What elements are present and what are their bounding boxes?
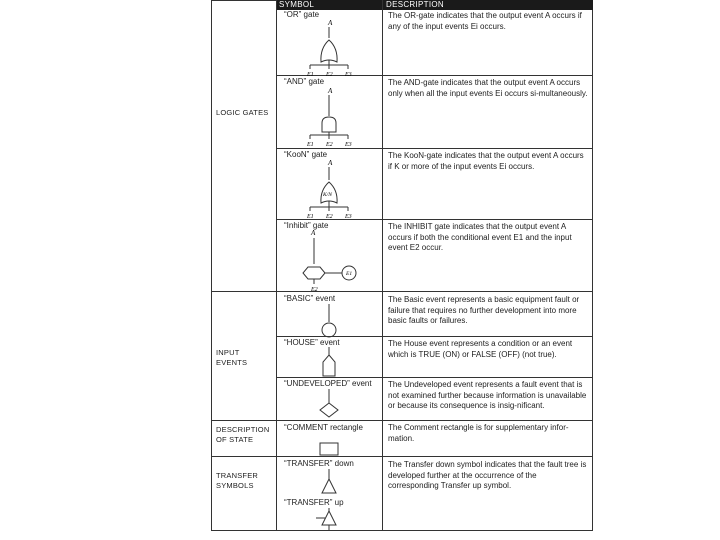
column-divider-symbol <box>382 0 383 531</box>
and-output-label: A <box>328 87 333 95</box>
column-divider-category <box>276 0 277 531</box>
house-event-description: The House event represents a condition or an event which is TRUE (ON) or FALSE (OFF) (not true). <box>388 339 573 359</box>
transfer-down-description: The Transfer down symbol indicates that the fault tree is developed further at the occurrence of the corresponding Transfer up symbol. <box>388 460 587 490</box>
koon-kn-label: K/N <box>323 192 332 198</box>
undeveloped-event-description: The Undeveloped event represents a fault event that is not examined further because information is unavailable or because its consequence is insig-nificant. <box>388 380 587 410</box>
house-event-label: “HOUSE” event <box>284 338 340 347</box>
comment-rectangle <box>320 443 338 455</box>
basic-event-symbol <box>296 304 366 336</box>
inhibit-gate-description: The INHIBIT gate indicates that the output event A occurs if both the conditional event E1 and the input event E2 occur. <box>388 222 572 252</box>
header-description: DESCRIPTION <box>383 0 593 10</box>
row-divider <box>276 377 593 378</box>
koon-output-label: A <box>328 159 333 167</box>
koon-gate-symbol <box>296 158 366 218</box>
category-transfer-symbols-line2: SYMBOLS <box>216 481 254 490</box>
or-output-label: A <box>328 19 333 27</box>
row-divider <box>276 219 593 220</box>
inhibit-input-label: E2 <box>311 287 318 293</box>
and-gate-label: “AND” gate <box>284 77 325 86</box>
inhibit-output-label: A <box>311 229 316 237</box>
and-gate-description: The AND-gate indicates that the output event A occurs only when all the input events Ei occurs si-multaneously. <box>388 78 588 98</box>
undeveloped-diamond <box>320 403 338 417</box>
koon-input-2: E2 <box>326 214 333 220</box>
koon-input-1: E1 <box>307 214 314 220</box>
inhibit-gate-label: “Inhibit” gate <box>284 221 329 230</box>
category-description-of-state-line1: DESCRIPTION <box>216 425 270 434</box>
basic-event-description: The Basic event represents a basic equipment fault or failure that requires no further development into more basic faults or failures. <box>388 295 580 325</box>
and-input-2: E2 <box>326 142 333 148</box>
or-input-3: E3 <box>345 72 352 78</box>
transfer-down-label: “TRANSFER” down <box>284 459 354 468</box>
inhibit-gate-shape <box>303 267 325 279</box>
category-input-events-line2: EVENTS <box>216 358 248 367</box>
house-event-symbol <box>296 347 366 377</box>
comment-rectangle-label: “COMMENT rectangle <box>284 423 363 432</box>
or-input-1: E1 <box>307 72 314 78</box>
or-gate-description: The OR-gate indicates that the output event A occurs if any of the input events Ei occurs. <box>388 11 582 31</box>
and-input-1: E1 <box>307 142 314 148</box>
header-symbol: SYMBOL <box>276 0 382 10</box>
transfer-down-triangle <box>322 479 336 493</box>
comment-rectangle-description: The Comment rectangle is for supplementary infor-mation. <box>388 423 569 443</box>
koon-gate-description: The KooN-gate indicates that the output event A occurs if K or more of the input events Ei occurs. <box>388 151 584 171</box>
or-input-2: E2 <box>326 72 333 78</box>
category-divider <box>211 420 593 421</box>
row-divider <box>276 148 593 149</box>
transfer-down-symbol <box>296 469 366 497</box>
inhibit-condition-label: E1 <box>346 271 353 277</box>
or-gate-label: “OR” gate <box>284 10 320 19</box>
or-gate-symbol <box>296 18 366 76</box>
and-gate-shape <box>322 117 336 132</box>
koon-gate-label: “KooN” gate <box>284 150 328 159</box>
house-shape <box>323 355 335 376</box>
category-input-events-line1: INPUT <box>216 348 240 357</box>
or-gate-shape <box>321 40 337 62</box>
koon-input-3: E3 <box>345 214 352 220</box>
and-input-3: E3 <box>345 142 352 148</box>
category-transfer-symbols-line1: TRANSFER <box>216 471 259 480</box>
and-gate-symbol <box>296 86 366 146</box>
category-divider <box>211 291 593 292</box>
category-logic-gates: LOGIC GATES <box>216 108 269 117</box>
category-divider <box>211 456 593 457</box>
category-description-of-state-line2: OF STATE <box>216 435 254 444</box>
transfer-up-symbol <box>296 508 366 531</box>
comment-rectangle-symbol <box>296 433 366 456</box>
basic-event-circle <box>322 323 336 337</box>
basic-event-label: “BASIC” event <box>284 294 336 303</box>
row-divider <box>276 336 593 337</box>
inhibit-gate-symbol <box>296 228 366 292</box>
undeveloped-event-symbol <box>296 389 366 420</box>
undeveloped-event-label: “UNDEVELOPED” event <box>284 379 372 388</box>
transfer-up-label: “TRANSFER” up <box>284 498 344 507</box>
